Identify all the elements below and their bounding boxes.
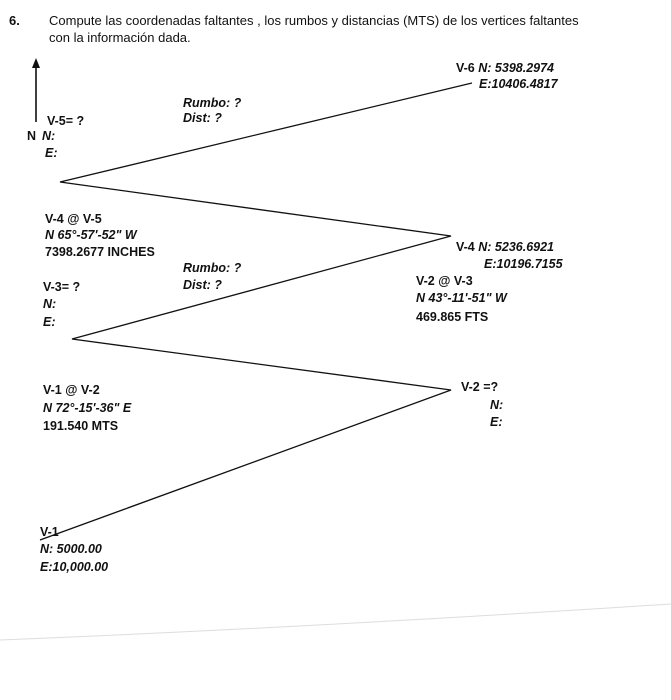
v3-east: E: [43, 315, 56, 329]
v2-north: N: [490, 398, 504, 412]
north-label: N [27, 129, 37, 143]
seg34-rumbo: Rumbo: ? [183, 261, 242, 275]
v2-east: E: [490, 415, 503, 429]
v4-north: N: 5236.6921 [478, 240, 555, 254]
v4-label [456, 239, 554, 256]
v2v3-bearing: N 43°-11'-51" W [416, 291, 507, 305]
traverse-line [40, 83, 472, 540]
v2v3-distance: 469.865 FTS [416, 310, 489, 324]
v1v2-bearing: N 72°-15'-36" E [43, 401, 132, 415]
page-fold-shadow [0, 604, 671, 640]
seg34-dist: Dist: ? [183, 278, 222, 292]
v1v2-distance: 191.540 MTS [43, 419, 119, 433]
north-arrow-icon [32, 58, 40, 122]
v4v5-distance: 7398.2677 INCHES [45, 245, 155, 259]
seg56-rumbo: Rumbo: ? [183, 96, 242, 110]
v1-name: V-1 [40, 525, 59, 539]
v1-north: N: 5000.00 [40, 542, 102, 556]
v1v2-title: V-1 @ V-2 [43, 383, 100, 397]
v6-north: N: 5398.2974 [478, 61, 555, 75]
question-line-1: Compute las coordenadas faltantes , los rumbos y distancias (MTS) de los vertices faltantes [49, 13, 579, 28]
v6-east: E:10406.4817 [479, 77, 558, 91]
v3-name: V-3= ? [43, 280, 81, 294]
v4-east: E:10196.7155 [484, 257, 563, 271]
v5-name: V-5= ? [47, 114, 85, 128]
v6-name: V-6 [456, 61, 475, 75]
v3-north: N: [43, 297, 57, 311]
v2v3-title: V-2 @ V-3 [416, 274, 473, 288]
v1-east: E:10,000.00 [40, 560, 109, 574]
v4-name: V-4 [456, 240, 475, 254]
v4v5-title: V-4 @ V-5 [45, 212, 102, 226]
v5-north: N: [42, 129, 56, 143]
v2-name: V-2 =? [461, 380, 499, 394]
question-line-2: con la información dada. [49, 30, 191, 45]
question-number: 6. [9, 13, 20, 28]
seg56-dist: Dist: ? [183, 111, 222, 125]
v4v5-bearing: N 65°-57'-52" W [45, 228, 137, 242]
v5-east: E: [45, 146, 58, 160]
v6-label [456, 60, 554, 77]
